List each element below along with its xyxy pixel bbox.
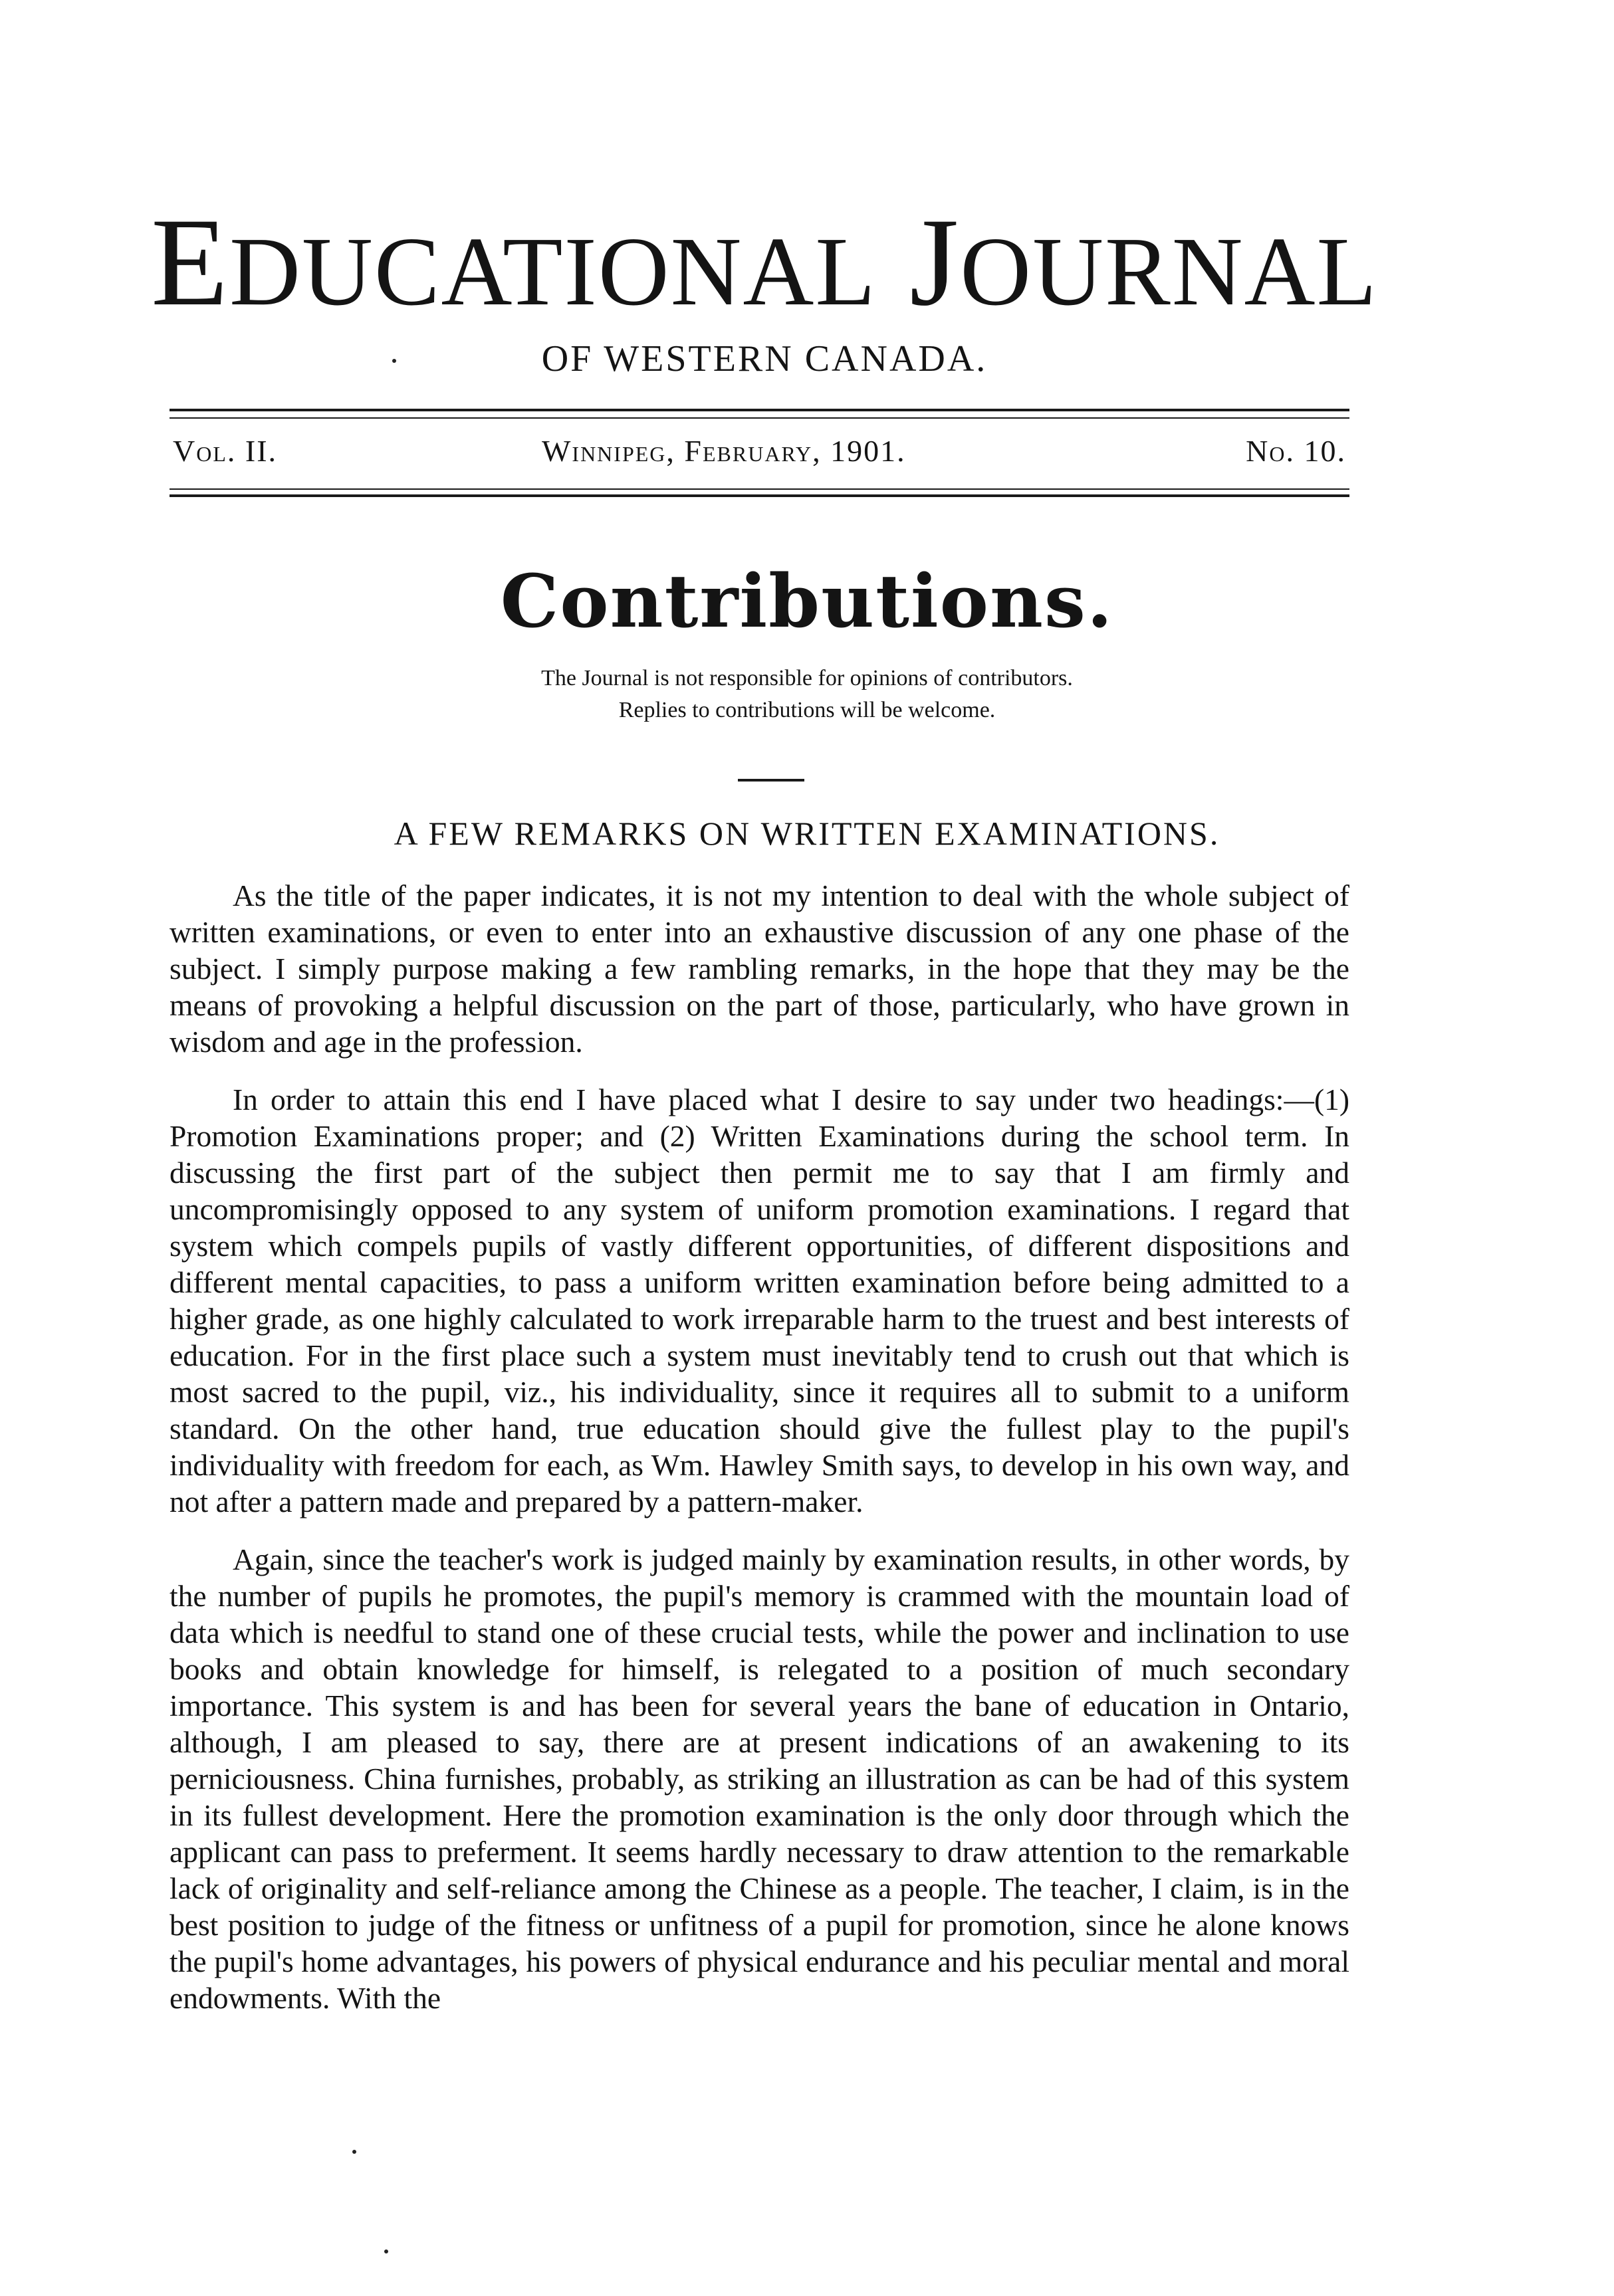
editor-note-line-1: The Journal is not responsible for opinions of contributors.	[541, 666, 1073, 690]
issue-volume: Vol. II.	[173, 434, 278, 468]
print-speck	[384, 2249, 388, 2253]
article-paragraph-3: Again, since the teacher's work is judged mainly by examination results, in other words, by the number of pupils he promotes, the pupil's memory is crammed with the mountain load of data which is needful to stand one of these crucial tests, while the power and inclination to use books and obtain knowledge for himself, is relegated to a position of much secondary importance. This system is and has been for several years the bane of education in Ontario, although, I am pleased to say, there are at present indications of an awakening to its perniciousness. China furnishes, probably, as striking an illustration as can be had of this system in its fullest development. Here the promotion examination is the only door through which the applicant can pass to preferment. It seems hardly necessary to draw attention to the remarkable lack of originality and self-reliance among the Chinese as a people. The teacher, I claim, is in the best position to judge of the fitness or unfitness of a pupil for promotion, since he alone knows the pupil's home advantages, his powers of physical endurance and his peculiar mental and moral endowments. With the	[170, 1542, 1349, 2015]
section-divider	[738, 779, 804, 782]
issue-number: No. 10.	[1246, 434, 1346, 468]
issue-rule-thin	[170, 488, 1349, 490]
masthead-initial-e: E	[151, 193, 230, 332]
masthead-rule-top-thin	[170, 417, 1349, 419]
masthead-subtitle: OF WESTERN CANADA.	[541, 338, 988, 379]
article-paragraph-2: In order to attain this end I have placed what I desire to say under two headings:—(1) Promotion Examinations proper; and (2) Written Examinations during the school term. In discussing the first part of the subject then permit me to say that I am firmly and uncompromisingly opposed to any system of uniform promotion examinations. I regard that system which compels pupils of vastly different opportunities, of different dispositions and different mental capacities, to pass a uniform written examination before being admitted to a higher grade, as one highly calculated to work irreparable harm to the truest and best interests of education. For in the first place such a system must inevitably tend to crush out that which is most sacred to the pupil, viz., his individuality, since it requires all to submit to a uniform standard. On the other hand, true education should give the fullest play to the pupil's individuality with freedom for each, as Wm. Hawley Smith says, to develop in his own way, and not after a pattern made and prepared by a pattern-maker.	[170, 1083, 1349, 1518]
masthead-rule-top	[170, 409, 1349, 411]
masthead-word-journal: OURNAL	[960, 217, 1378, 326]
masthead-initial-j: J	[909, 193, 961, 332]
editor-note-line-2: Replies to contributions will be welcome.	[618, 698, 996, 722]
article-title: A FEW REMARKS ON WRITTEN EXAMINATIONS.	[394, 815, 1220, 852]
article-body	[170, 877, 1349, 2037]
section-title: Contributions.	[500, 558, 1114, 644]
print-speck	[352, 2150, 356, 2154]
issue-rule-bottom	[170, 494, 1349, 497]
masthead-word-educational: DUCATIONAL	[229, 217, 877, 326]
print-speck	[392, 359, 396, 363]
issue-place-date: Winnipeg, February, 1901.	[542, 434, 906, 468]
article-paragraph-1: As the title of the paper indicates, it is not my intention to deal with the whole subject of written examinations, or even to enter into an exhaustive discussion of any one phase of the subject. I simply purpose making a few rambling remarks, in the hope that they may be the means of provoking a helpful discussion on the part of those, particularly, who have grown in wisdom and age in the profession.	[170, 879, 1349, 1059]
masthead-title	[0, 193, 1529, 332]
issue-line	[170, 433, 1349, 473]
